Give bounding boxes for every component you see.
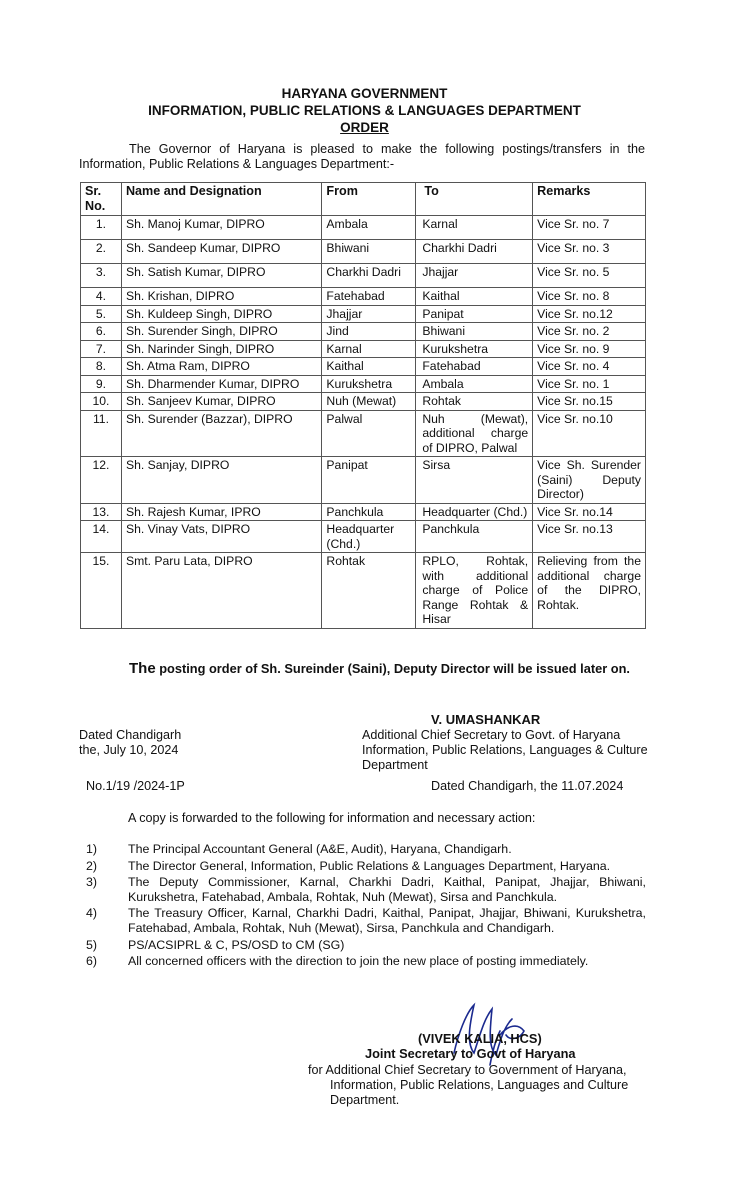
cell-from: Kaithal xyxy=(322,358,416,376)
cell-remarks: Vice Sr. no. 2 xyxy=(533,323,646,341)
cell-remarks: Vice Sr. no. 8 xyxy=(533,288,646,306)
cell-sr: 12. xyxy=(81,457,122,504)
cell-sr: 9. xyxy=(81,375,122,393)
dated-block xyxy=(79,728,181,758)
cell-remarks: Relieving from the additional charge of the DIPRO, Rohtak. xyxy=(533,553,646,629)
signatory2-line2: Information, Public Relations, Languages and Culture xyxy=(330,1078,629,1092)
cell-remarks: Vice Sr. no.15 xyxy=(533,393,646,411)
endorsement-number: No.1/19 /2024-1P xyxy=(86,779,185,793)
cell-remarks: Vice Sr. no. 4 xyxy=(533,358,646,376)
header-to: To xyxy=(416,183,533,216)
header-name: Name and Designation xyxy=(121,183,321,216)
cell-to: Kaithal xyxy=(416,288,533,306)
cell-to: RPLO, Rohtak, with additional charge of Police Range Rohtak & Hisar xyxy=(416,553,533,629)
cell-sr: 7. xyxy=(81,340,122,358)
cell-to: Karnal xyxy=(416,216,533,240)
list-item-text: The Director General, Information, Public Relations & Languages Department, Haryana. xyxy=(128,858,611,873)
cell-from: Palwal xyxy=(322,410,416,457)
cell-name: Sh. Dharmender Kumar, DIPRO xyxy=(121,375,321,393)
cell-name: Sh. Surender (Bazzar), DIPRO xyxy=(121,410,321,457)
table-row xyxy=(81,305,646,323)
cell-name: Sh. Narinder Singh, DIPRO xyxy=(121,340,321,358)
cell-name: Sh. Atma Ram, DIPRO xyxy=(121,358,321,376)
cell-name: Sh. Surender Singh, DIPRO xyxy=(121,323,321,341)
table-row xyxy=(81,323,646,341)
list-item xyxy=(86,906,646,935)
cell-sr: 10. xyxy=(81,393,122,411)
dated-line1: Dated Chandigarh xyxy=(79,728,182,742)
cell-sr: 8. xyxy=(81,358,122,376)
cell-sr: 5. xyxy=(81,305,122,323)
signatory2-line1: for Additional Chief Secretary to Government of Haryana, xyxy=(308,1063,627,1077)
postings-table xyxy=(80,182,646,629)
cell-to: Jhajjar xyxy=(416,264,533,288)
cell-name: Sh. Satish Kumar, DIPRO xyxy=(121,264,321,288)
heading-order: ORDER xyxy=(340,120,389,135)
signatory1-line1: Additional Chief Secretary to Govt. of Haryana xyxy=(362,728,621,742)
cell-remarks: Vice Sr. no. 1 xyxy=(533,375,646,393)
cell-from: Charkhi Dadri xyxy=(322,264,416,288)
list-item-text: PS/ACSIPRL & C, PS/OSD to CM (SG) xyxy=(128,937,345,952)
cell-name: Sh. Sandeep Kumar, DIPRO xyxy=(121,240,321,264)
cell-sr: 1. xyxy=(81,216,122,240)
cell-from: Jind xyxy=(322,323,416,341)
table-row xyxy=(81,264,646,288)
header-remarks: Remarks xyxy=(533,183,646,216)
signatory1-line3: Department xyxy=(362,758,428,772)
cell-to: Panipat xyxy=(416,305,533,323)
cell-from: Rohtak xyxy=(322,553,416,629)
cell-from: Panchkula xyxy=(322,503,416,521)
cell-to: Headquarter (Chd.) xyxy=(416,503,533,521)
cell-remarks: Vice Sr. no.12 xyxy=(533,305,646,323)
cell-to: Fatehabad xyxy=(416,358,533,376)
cell-remarks: Vice Sr. no. 3 xyxy=(533,240,646,264)
cell-name: Sh. Sanjay, DIPRO xyxy=(121,457,321,504)
cell-to: Ambala xyxy=(416,375,533,393)
cell-sr: 6. xyxy=(81,323,122,341)
cell-sr: 15. xyxy=(81,553,122,629)
posting-note xyxy=(79,661,645,676)
cell-sr: 2. xyxy=(81,240,122,264)
copy-intro: A copy is forwarded to the following for information and necessary action: xyxy=(128,811,536,825)
list-item-text: The Deputy Commissioner, Karnal, Charkhi Dadri, Kaithal, Panipat, Jhajjar, Bhiwani, Kurukshetra, Fatehabad, Ambala, Rohtak, Nuh (Mewat), Sirsa and Panchkula. xyxy=(128,875,646,904)
cell-remarks: Vice Sh. Surender (Saini) Deputy Director) xyxy=(533,457,646,504)
list-item-text: The Treasury Officer, Karnal, Charkhi Dadri, Kaithal, Panipat, Jhajjar, Bhiwani, Kurukshetra, Fatehabad, Ambala, Rohtak, Nuh (Mewat), Sirsa, Panchkula and Chandigarh. xyxy=(128,906,646,935)
list-item-number: 3) xyxy=(86,875,98,890)
cell-name: Smt. Paru Lata, DIPRO xyxy=(121,553,321,629)
cell-from: Ambala xyxy=(322,216,416,240)
cell-sr: 14. xyxy=(81,521,122,553)
cell-remarks: Vice Sr. no. 7 xyxy=(533,216,646,240)
cell-sr: 13. xyxy=(81,503,122,521)
cell-name: Sh. Rajesh Kumar, IPRO xyxy=(121,503,321,521)
cell-remarks: Vice Sr. no.14 xyxy=(533,503,646,521)
list-item xyxy=(86,842,646,857)
table-row xyxy=(81,375,646,393)
table-row xyxy=(81,240,646,264)
header-sr-no: Sr. No. xyxy=(81,183,122,216)
copy-list xyxy=(86,842,646,971)
cell-name: Sh. Krishan, DIPRO xyxy=(121,288,321,306)
list-item-number: 4) xyxy=(86,906,98,921)
signatory2-title: Joint Secretary to Govt of Haryana xyxy=(365,1046,576,1061)
table-row xyxy=(81,553,646,629)
header-from: From xyxy=(322,183,416,216)
cell-from: Bhiwani xyxy=(322,240,416,264)
signatory2-line3: Department. xyxy=(330,1093,400,1107)
cell-from: Panipat xyxy=(322,457,416,504)
cell-to: Kurukshetra xyxy=(416,340,533,358)
list-item-number: 2) xyxy=(86,858,98,873)
cell-from: Headquarter (Chd.) xyxy=(322,521,416,553)
cell-remarks: Vice Sr. no.10 xyxy=(533,410,646,457)
endorsement-date: Dated Chandigarh, the 11.07.2024 xyxy=(431,779,624,793)
table-header-row xyxy=(81,183,646,216)
cell-sr: 3. xyxy=(81,264,122,288)
cell-to: Sirsa xyxy=(416,457,533,504)
cell-name: Sh. Kuldeep Singh, DIPRO xyxy=(121,305,321,323)
list-item-number: 1) xyxy=(86,842,98,856)
table-row xyxy=(81,288,646,306)
list-item xyxy=(86,954,646,969)
intro-paragraph: The Governor of Haryana is pleased to make the following postings/transfers in the Information, Public Relations & Languages Department:- xyxy=(79,142,645,171)
cell-remarks: Vice Sr. no. 9 xyxy=(533,340,646,358)
cell-to: Panchkula xyxy=(416,521,533,553)
table-row xyxy=(81,457,646,504)
list-item xyxy=(86,859,646,874)
cell-from: Fatehabad xyxy=(322,288,416,306)
signatory1-name: V. UMASHANKAR xyxy=(431,712,541,727)
heading-department: INFORMATION, PUBLIC RELATIONS & LANGUAGES DEPARTMENT xyxy=(148,103,581,118)
list-item-text: The Principal Accountant General (A&E, Audit), Haryana, Chandigarh. xyxy=(128,842,512,856)
table-row xyxy=(81,216,646,240)
table-row xyxy=(81,521,646,553)
cell-from: Karnal xyxy=(322,340,416,358)
cell-to: Charkhi Dadri xyxy=(416,240,533,264)
heading-government: HARYANA GOVERNMENT xyxy=(281,86,448,101)
signatory1-line2: Information, Public Relations, Languages & Culture xyxy=(362,743,648,757)
list-item-text: All concerned officers with the direction to join the new place of posting immediately. xyxy=(128,954,589,969)
list-item-number: 5) xyxy=(86,937,98,952)
cell-name: Sh. Vinay Vats, DIPRO xyxy=(121,521,321,553)
signatory1-designation xyxy=(362,728,648,773)
cell-from: Nuh (Mewat) xyxy=(322,393,416,411)
signatory2-name: (VIVEK KALIA, HCS) xyxy=(418,1031,542,1046)
cell-sr: 4. xyxy=(81,288,122,306)
cell-from: Kurukshetra xyxy=(322,375,416,393)
signatory2-designation xyxy=(308,1063,628,1108)
cell-to: Bhiwani xyxy=(416,323,533,341)
note-text: posting order of Sh. Sureinder (Saini), Deputy Director will be issued later on. xyxy=(155,661,630,676)
cell-to: Nuh (Mewat), additional charge of DIPRO, Palwal xyxy=(416,410,533,457)
table-row xyxy=(81,393,646,411)
table-row xyxy=(81,340,646,358)
table-row xyxy=(81,503,646,521)
cell-to: Rohtak xyxy=(416,393,533,411)
cell-name: Sh. Manoj Kumar, DIPRO xyxy=(121,216,321,240)
dated-line2: the, July 10, 2024 xyxy=(79,743,179,757)
note-lead: The xyxy=(129,660,156,677)
table-row xyxy=(81,358,646,376)
cell-remarks: Vice Sr. no.13 xyxy=(533,521,646,553)
cell-from: Jhajjar xyxy=(322,305,416,323)
list-item-number: 6) xyxy=(86,954,98,969)
list-item xyxy=(86,938,646,953)
table-row xyxy=(81,410,646,457)
cell-remarks: Vice Sr. no. 5 xyxy=(533,264,646,288)
list-item xyxy=(86,875,646,904)
cell-name: Sh. Sanjeev Kumar, DIPRO xyxy=(121,393,321,411)
cell-sr: 11. xyxy=(81,410,122,457)
